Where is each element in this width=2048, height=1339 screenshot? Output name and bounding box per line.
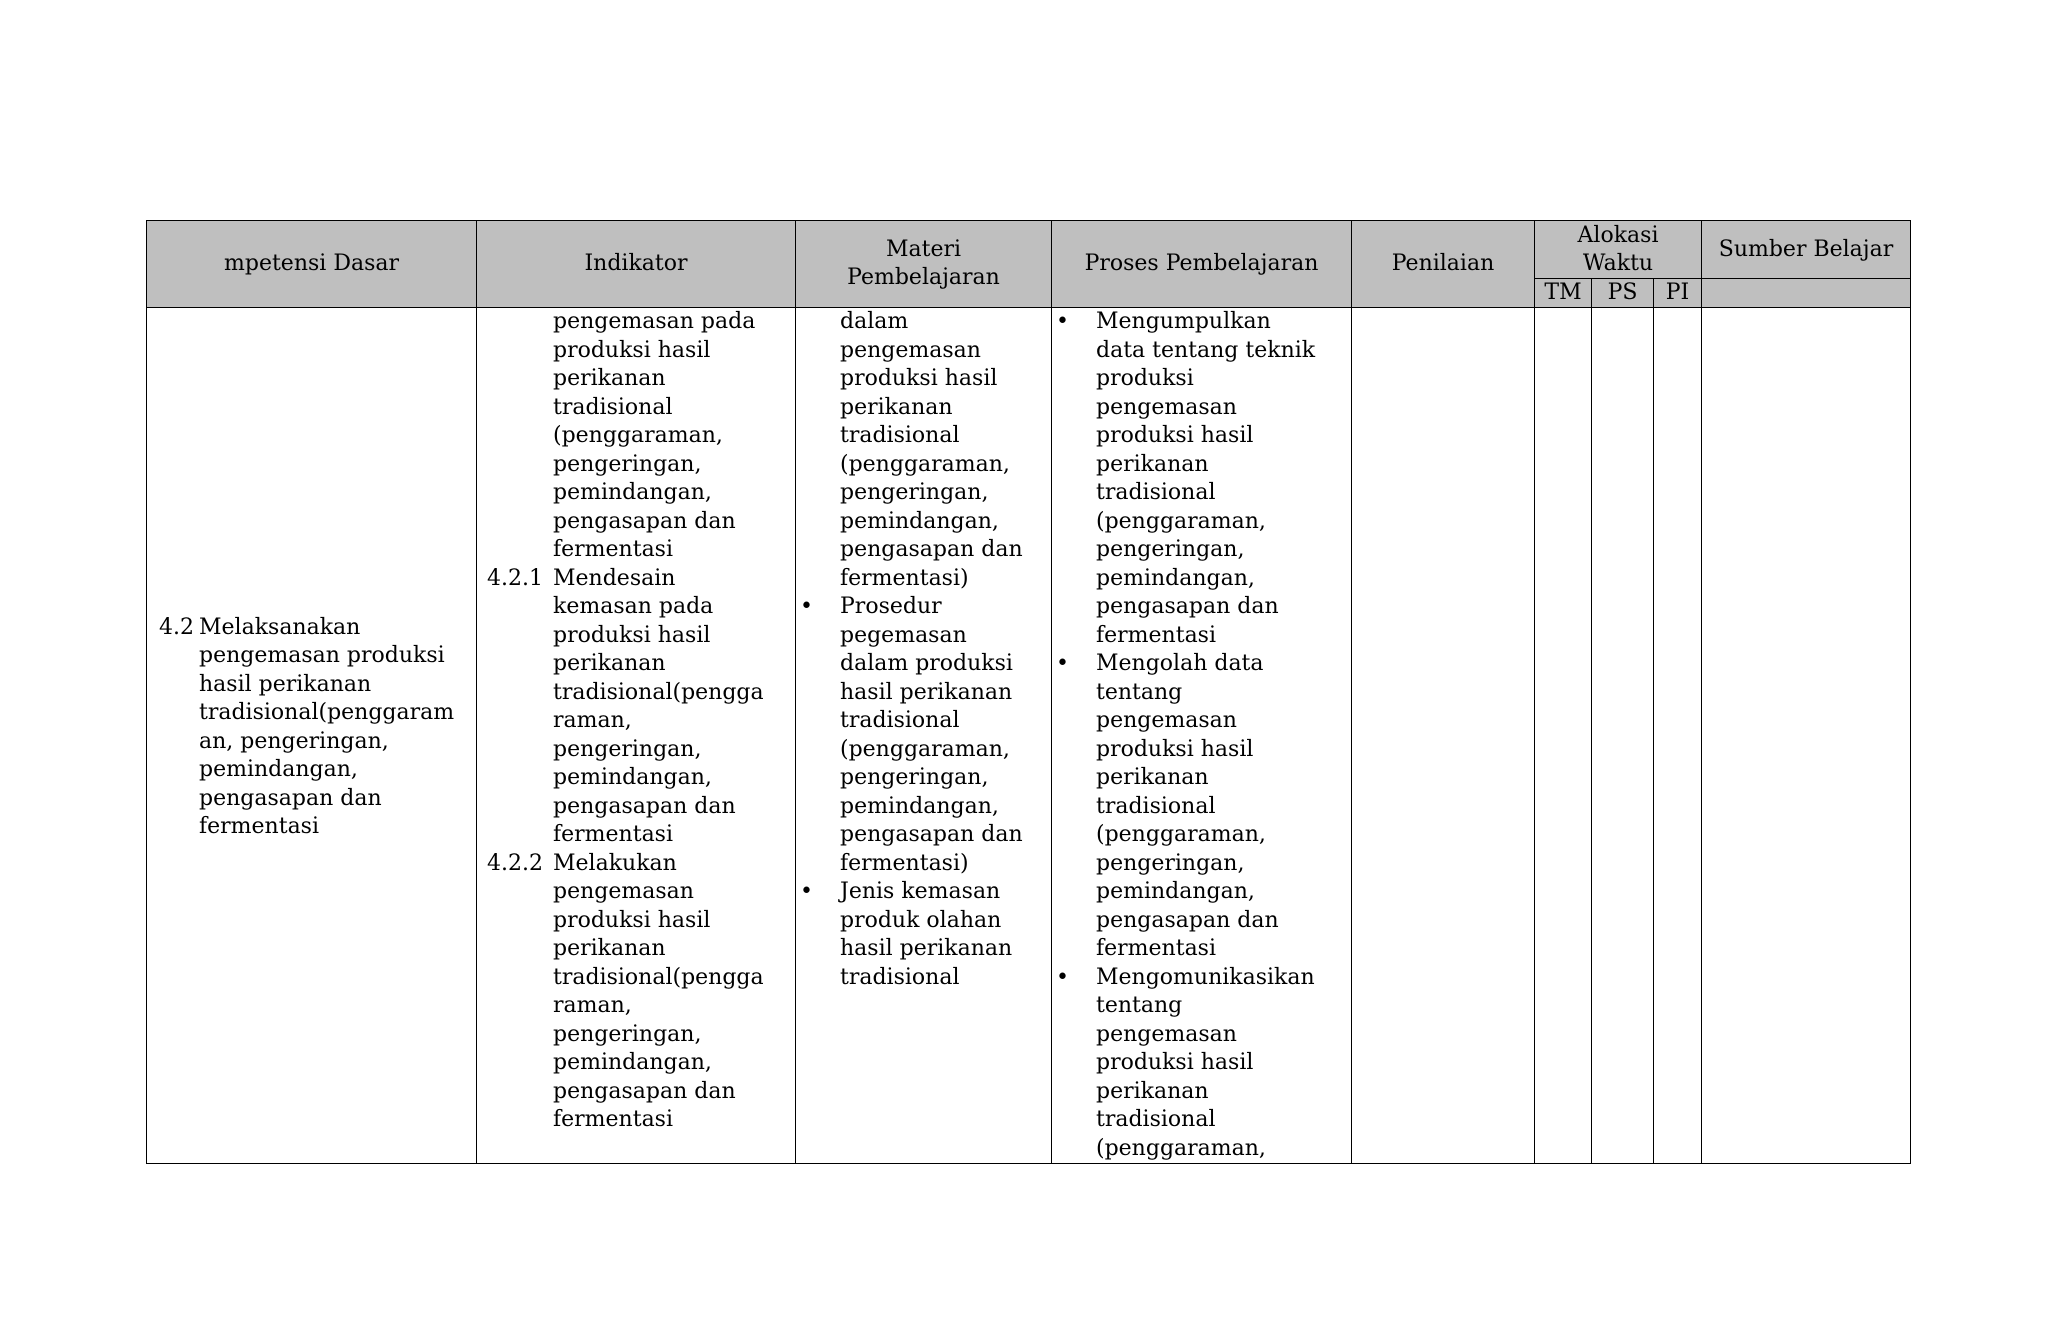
kompetensi-item bbox=[159, 614, 466, 842]
header-sumber-sub bbox=[1702, 279, 1911, 308]
header-alokasi-waktu bbox=[1535, 221, 1702, 279]
indikator-continuation: pengemasan pada produksi hasil perikanan tradisional (penggaraman, pengeringan, pemindangan, pengasapan dan fermentasi bbox=[553, 309, 756, 562]
header-kompetensi: mpetensi Dasar bbox=[147, 221, 477, 308]
header-ps: PS bbox=[1592, 279, 1654, 308]
cell-materi bbox=[796, 308, 1052, 1164]
header-alokasi-label: Alokasi Waktu bbox=[1577, 222, 1659, 276]
cell-tm bbox=[1535, 308, 1592, 1164]
header-row bbox=[147, 221, 1911, 279]
cell-ps bbox=[1592, 308, 1654, 1164]
materi-list bbox=[800, 593, 1045, 992]
header-sumber: Sumber Belajar bbox=[1702, 221, 1911, 279]
materi-item-text: Prosedur pegemasan dalam produksi hasil perikanan tradisional (penggaraman, pengeringan, pemindangan, pengasapan dan fermentasi) bbox=[840, 594, 1023, 876]
list-item bbox=[1056, 964, 1345, 1164]
bullet-icon: • bbox=[800, 879, 813, 904]
cell-sumber bbox=[1702, 308, 1911, 1164]
indikator-number: 4.2.1 bbox=[487, 565, 543, 591]
cell-pi bbox=[1654, 308, 1702, 1164]
cell-indikator bbox=[477, 308, 796, 1164]
indikator-item bbox=[487, 565, 787, 850]
kompetensi-text: Melaksanakan pengemasan produksi hasil perikanan tradisional(penggaram an, pengeringan, pemindangan, pengasapan dan fermentasi bbox=[199, 614, 455, 839]
bullet-icon: • bbox=[1056, 651, 1069, 676]
proses-item-text: Mengolah data tentang pengemasan produksi hasil perikanan tradisional (penggaraman, pengeringan, pemindangan, pengasapan dan fermentasi bbox=[1096, 651, 1279, 961]
proses-item-text: Mengumpulkan data tentang teknik produksi pengemasan produksi hasil perikanan tradisional (penggaraman, pengeringan, pemindangan, pengasapan dan fermentasi bbox=[1096, 309, 1316, 648]
indikator-text: Mendesain kemasan pada produksi hasil perikanan tradisional(pengga raman, pengeringan, pemindangan, pengasapan dan fermentasi bbox=[553, 565, 764, 847]
list-item bbox=[800, 593, 1045, 878]
cell-penilaian bbox=[1352, 308, 1535, 1164]
header-tm: TM bbox=[1535, 279, 1592, 308]
indikator-item bbox=[487, 850, 787, 1135]
list-item bbox=[1056, 650, 1345, 964]
syllabus-table bbox=[146, 220, 1911, 1164]
cell-proses bbox=[1052, 308, 1352, 1164]
bullet-icon: • bbox=[800, 594, 813, 619]
header-proses: Proses Pembelajaran bbox=[1052, 221, 1352, 308]
materi-continuation: dalam pengemasan produksi hasil perikanan tradisional (penggaraman, pengeringan, pemindangan, pengasapan dan fermentasi) bbox=[840, 309, 1023, 591]
indikator-text: Melakukan pengemasan produksi hasil perikanan tradisional(pengga raman, pengeringan, pemindangan, pengasapan dan fermentasi bbox=[553, 850, 764, 1132]
indikator-number: 4.2.2 bbox=[487, 850, 543, 876]
kompetensi-number: 4.2 bbox=[159, 614, 194, 640]
content-row bbox=[147, 308, 1911, 1164]
cell-kompetensi bbox=[147, 308, 477, 1164]
header-materi-label: Materi Pembelajaran bbox=[847, 237, 1000, 290]
list-item bbox=[800, 878, 1045, 992]
list-item bbox=[1056, 308, 1345, 650]
header-penilaian: Penilaian bbox=[1352, 221, 1535, 308]
bullet-icon: • bbox=[1056, 964, 1069, 990]
materi-item-text: Jenis kemasan produk olahan hasil perikanan tradisional bbox=[840, 879, 1013, 990]
proses-item-text: Mengomunikasikan tentang pengemasan produksi hasil perikanan tradisional (penggaraman, bbox=[1096, 964, 1315, 1161]
header-materi bbox=[796, 221, 1052, 308]
proses-list bbox=[1056, 308, 1345, 1163]
header-pi: PI bbox=[1654, 279, 1702, 308]
bullet-icon: • bbox=[1056, 309, 1069, 334]
header-indikator: Indikator bbox=[477, 221, 796, 308]
